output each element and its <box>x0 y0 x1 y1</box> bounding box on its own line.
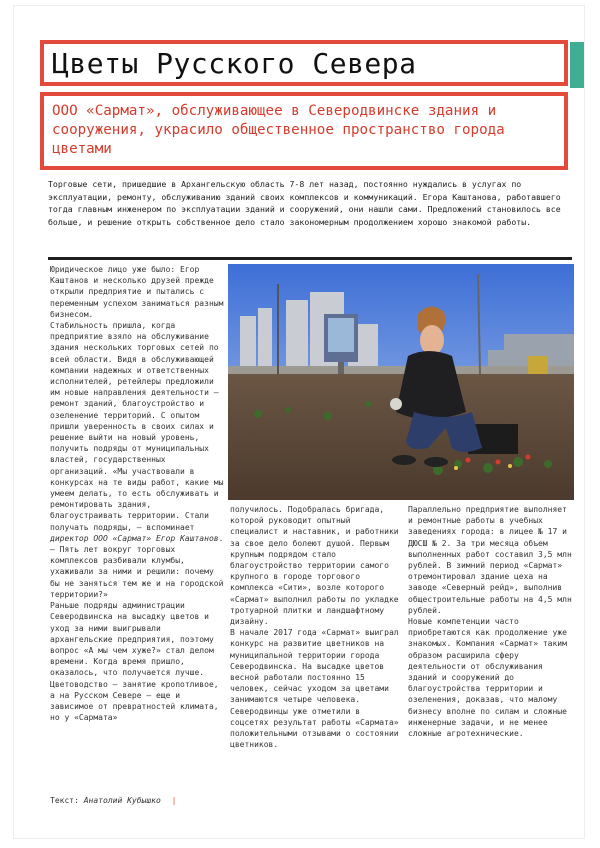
paragraph <box>50 320 224 600</box>
section-divider <box>48 257 572 260</box>
credit-label: Текст: <box>50 796 79 805</box>
magazine-page <box>14 6 584 838</box>
paragraph: Параллельно предприятие выполняет и ремонтные работы в учебных заведениях города: в лицее № 17 и ДЮСШ № 2. За три месяца объем выполненных работ составил 3,5 млн рублей. В зимний период «Сармат» отремонтировал здание цеха на заводе «Северный рейд», выполнив общестроительные работы на 4,5 млн рублей. <box>408 505 572 615</box>
bleed-through-tab <box>570 42 584 88</box>
subtitle-frame <box>40 92 568 170</box>
article-lead: Торговые сети, пришедшие в Архангельскую область 7-8 лет назад, постоянно нуждались в услугах по эксплуатации, ремонту, обслуживанию зданий своих комплексов и коммуникаций. Егора Каштанова, работавшего тогда главным инженером по эксплуатации зданий и сооружений, они нашли сами. Предложений становилось все больше, и решение открыть собственное дело стало закономерным продолжением хорошо знакомой работы. <box>48 179 561 227</box>
paragraph: Юридическое лицо уже было: Егор Каштанов и несколько друзей прежде открыли предприятие и пытались с переменным успехом заниматься разным бизнесом. <box>50 265 224 319</box>
paragraph-text: . – Пять лет вокруг торговых комплексов разбивали клумбы, ухаживали за ними и решили: почему бы не заняться тем же и на городской территории?» <box>50 533 224 599</box>
paragraph: В начале 2017 года «Сармат» выиграл конкурс на развитие цветников на муниципальной территории города Северодвинска. На высадке цветов весной работали постоянно 15 человек, сейчас уходом за цветами занимаются четыре человека. Северодвинцы уже отметили в соцсетях результат работы «Сармата» положительными отзывами о состоянии цветников. <box>230 628 399 750</box>
article-photo <box>228 264 574 500</box>
text-column-3 <box>408 504 574 739</box>
paragraph: получилось. Подобралась бригада, которой руководит опытный специалист и наставник, и работники за свое дело болеют душой. Первым крупным подрядом стало благоустройство территории самого крупного в городе торгового комплекса «Сити», возле которого «Сармат» выполнил работы по укладке тротуарной плитки и ландшафтному дизайну. <box>230 505 399 627</box>
author-name: Анатолий Кубышко <box>83 796 161 805</box>
text-column-2 <box>230 504 402 750</box>
paragraph: Новые компетенции часто приобретаются как продолжение уже знакомых. Компания «Сармат» таким образом расширила сферу деятельности от обслуживания зданий и сооружений до благоустройства территории и озеленения, доказав, что малому бизнесу вполне по силам и сложные инженерные задачи, и не менее сложные агротехнические. <box>408 617 567 739</box>
photo-illustration <box>228 264 574 500</box>
author-credit <box>50 796 176 805</box>
quoted-person: директор ООО «Сармат» Егор Каштанов <box>50 533 219 543</box>
article-subtitle: ООО «Сармат», обслуживающее в Северодвинске здания и сооружения, украсило общественное пространство города цветами <box>52 103 505 157</box>
text-column-1 <box>50 264 224 723</box>
article-title: Цветы Русского Севера <box>52 47 417 80</box>
paragraph: Раньше подряды администрации Северодвинска на высадку цветов и уход за ними выигрывали архангельские предприятия, поэтому вопрос «А мы чем хуже?» стал делом времени. Когда время пришло, оказалось, что получается лучше. Цветоводство – занятие кропотливое, а на Русском Севере – еще и зависимое от превратностей климата, но у «Сармата» <box>50 601 219 723</box>
credit-separator: | <box>171 796 177 805</box>
title-frame <box>40 40 568 86</box>
paragraph-text: Стабильность пришла, когда предприятие взяло на обслуживание здания нескольких торговых сетей по всей области. Видя в обслуживающей компании надежных и ответственных исполнителей, ретейлеры предложили им новые направления деятельности – ремонт зданий, благоустройство и озеленение территорий. С опытом пришли уверенность в своих силах и решение выйти на новый уровень, получить подряды от муниципальных властей, государственных организаций. «Мы участвовали в конкурсах на те виды работ, какие мы умеем делать, то есть обслуживать и ремонтировать здания, благоустраивать территории. Стали получать подряды, – вспоминает <box>50 321 224 532</box>
